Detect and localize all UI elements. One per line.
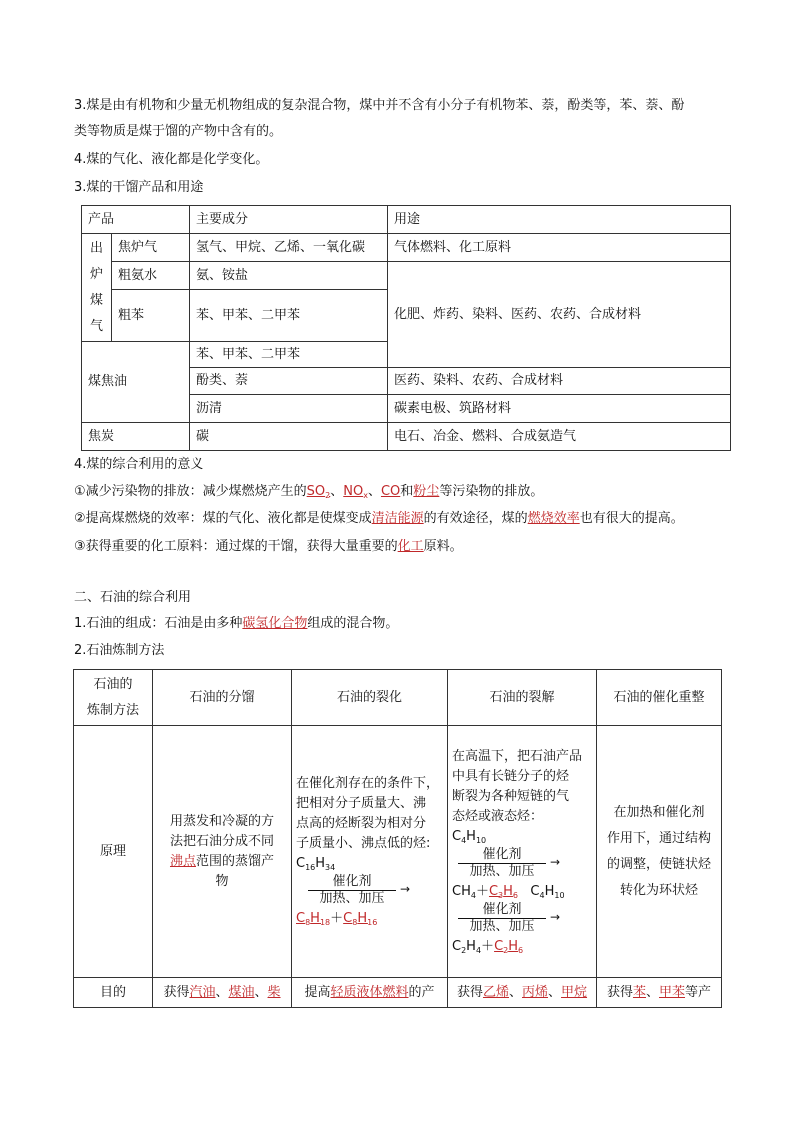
table-row-principle [74,726,722,978]
cell-coke-gas-comp: 氢气、甲烷、乙烯、一氧化碳 [190,234,388,262]
table-row [82,423,731,451]
reaction-arrow-icon: 催化剂 加热、加压 → [452,902,552,935]
gas-group-label: 出 炉 煤 气 [82,234,112,342]
text: 2.石油炼制方法 [74,643,165,658]
header-component: 主要成分 [190,206,388,234]
paragraph-gasification [74,150,268,170]
reaction-arrow-icon: 催化剂 加热、加压 → [452,847,552,880]
cell-coke-gas: 焦炉气 [112,234,190,262]
dust-term: 粉尘 [413,484,440,499]
text: 二、石油的综合利用 [74,590,192,605]
bullet-reduce-pollution: ①减少污染物的排放：减少煤燃烧产生的$SO_2$、$NO_x$、CO和粉尘等污染物的排放。 [74,484,544,500]
text: 4.煤的气化、液化都是化学变化。 [74,152,269,167]
cell-coke-comp: 碳 [190,423,388,451]
paragraph-petroleum-composition: 1.石油的组成：石油是由多种碳氢化合物组成的混合物。 [74,616,399,631]
table-header-row [82,206,731,234]
burn-efficiency-term: 燃烧效率 [527,511,580,526]
so2-term: $SO_2$ [306,484,331,500]
cell-ammonia-comp: 氨、铵盐 [190,262,388,290]
cell-reforming-principle: 在加热和催化剂 作用下，通过结构 的调整，使链状烃 转化为环状烃 [597,726,722,978]
co-term: CO [380,484,401,499]
table-row [82,262,731,290]
header-cracking: 石油的裂化 [292,670,448,726]
cell-cracking-purpose: 提高轻质液体燃料的产 [292,978,448,1008]
table-header-row [74,670,722,726]
cell-coke-gas-use: 气体燃料、化工原料 [388,234,731,262]
cell-ammonia: 粗氨水 [112,262,190,290]
table-row-purpose [74,978,722,1008]
bullet-efficiency: ②提高煤燃烧的效率：煤的气化、液化都是使煤变成清洁能源的有效途径，煤的燃烧效率也有很大的提高。 [74,511,684,526]
text: 3.煤的干馏产品和用途 [74,180,204,195]
heading-dry-distillation [74,178,203,198]
bullet-chemicals: ③获得重要的化工原料：通过煤的干馏，获得大量重要的化工原料。 [74,539,463,554]
header-reforming: 石油的催化重整 [597,670,722,726]
cell-pyrolysis-purpose: 获得乙烯、丙烯、甲烷 [448,978,597,1008]
heading-significance [74,455,203,475]
cell-reforming-purpose: 获得苯、甲苯等产 [597,978,722,1008]
cell-shared-use: 化肥、炸药、染料、医药、农药、合成材料 [388,262,731,368]
cell-coke: 焦炭 [82,423,190,451]
header-method: 石油的 炼制方法 [74,670,153,726]
paragraph-coal-note-cont [74,122,282,142]
cell-pyrolysis-principle: 在高温下，把石油产品 中具有长链分子的烃 断裂为各种短链的气 态烃或液态烃： $C_4H_{10}$ 催化剂 加热、加压 → $CH_4+C_3H_6$ $C_4H_{10}$ 催化剂 加热、加压 → $C_2H_4+C_2H_6$ [448,726,597,978]
hydrocarbon-term: 碳氢化合物 [242,616,308,631]
cell-tar-use2: 医药、染料、农药、合成材料 [388,368,731,395]
header-fractionation: 石油的分馏 [153,670,292,726]
cell-tar-use3: 碳素电极、筑路材料 [388,395,731,423]
table-row [82,234,731,262]
cell-benzene: 粗苯 [112,290,190,342]
cell-coke-use: 电石、冶金、燃料、合成氨造气 [388,423,731,451]
coal-products-table [81,205,731,451]
reaction-arrow-icon: 催化剂 加热、加压 → [302,874,402,907]
cell-tar-comp2: 酚类、萘 [190,368,388,395]
cell-tar: 煤焦油 [82,342,190,423]
paragraph-coal-note [74,96,684,116]
clean-energy-term: 清洁能源 [371,511,424,526]
cell-tar-comp3: 沥清 [190,395,388,423]
chemical-term: 化工 [397,539,424,554]
header-product: 产品 [82,206,190,234]
refining-methods-table [73,669,722,1008]
cell-tar-comp1: 苯、甲苯、二甲苯 [190,342,388,368]
cell-fractionation-purpose: 获得汽油、煤油、柴 [153,978,292,1008]
text: 类等物质是煤于馏的产物中含有的。 [74,124,283,139]
cell-principle-label: 原理 [74,726,153,978]
text: 3.煤是由有机物和少量无机物组成的复杂混合物，煤中并不含有小分子有机物苯、萘，酚类等，苯、萘、酚 [74,98,685,113]
header-pyrolysis: 石油的裂解 [448,670,597,726]
cell-cracking-principle: 在催化剂存在的条件下， 把相对分子质量大、沸 点高的烃断裂为相对分 子质量小、沸点低的烃: $C_{16}H_{34}$ 催化剂 加热、加压 → $C_8H_{18}+C_8H_{16}$ [292,726,448,978]
cell-fractionation-principle: 用蒸发和冷凝的方 法把石油分成不同 沸点范围的蒸馏产 物 [153,726,292,978]
section-heading-petroleum [74,588,191,608]
cell-purpose-label: 目的 [74,978,153,1008]
heading-refining [74,641,164,661]
header-use: 用途 [388,206,731,234]
text: 4.煤的综合利用的意义 [74,457,204,472]
cell-benzene-comp: 苯、甲苯、二甲苯 [190,290,388,342]
nox-term: $NO_x$ [343,484,368,500]
